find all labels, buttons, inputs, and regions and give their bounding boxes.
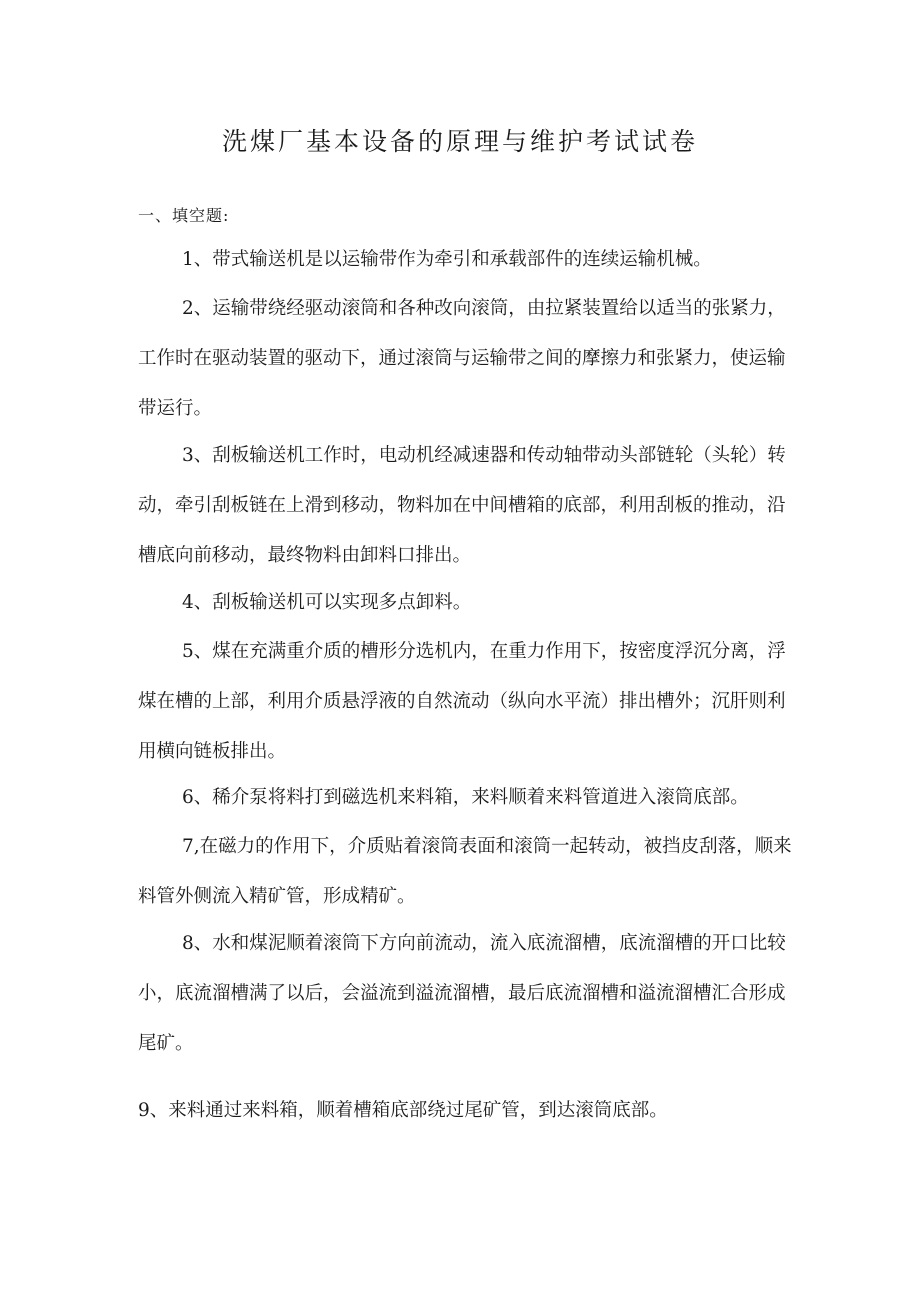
question-item: 3、刮板输送机工作时，电动机经减速器和传动轴带动头部链轮（头轮）转动，牵引刮板链在上滑到移动，物料加在中间槽箱的底部，利用刮板的推动，沿槽底向前移动，最终物料由卸料口排出。 bbox=[138, 445, 786, 566]
question-item: 9、来料通过来料箱，顺着槽箱底部绕过尾矿管，到达滚筒底部。 bbox=[138, 1100, 668, 1121]
section-heading: 一、填空题: bbox=[138, 206, 230, 225]
question-item: 7,在磁力的作用下，介质贴着滚筒表面和滚筒一起转动，被挡皮刮落，顺来料管外侧流入精矿管，形成精矿。 bbox=[138, 836, 792, 907]
question-item: 5、煤在充满重介质的槽形分选机内，在重力作用下，按密度浮沉分离，浮煤在槽的上部，利用介质悬浮液的自然流动（纵向水平流）排出槽外；沉肝则利用横向链板排出。 bbox=[138, 641, 786, 762]
document-title: 洗煤厂基本设备的原理与维护考试试卷 bbox=[221, 127, 698, 156]
question-item: 4、刮板输送机可以实现多点卸料。 bbox=[182, 592, 472, 613]
question-item: 8、水和煤泥顺着滚筒下方向前流动，流入底流溜槽，底流溜槽的开口比较小，底流溜槽满了以后，会溢流到溢流溜槽，最后底流溜槽和溢流溜槽汇合形成尾矿。 bbox=[138, 933, 786, 1054]
question-item: 6、稀介泵将料打到磁选机来料箱，来料顺着来料管道进入滚筒底部。 bbox=[182, 787, 749, 808]
question-item: 1、带式输送机是以运输带作为牵引和承载部件的连续运输机械。 bbox=[182, 249, 712, 270]
question-item: 2、运输带绕经驱动滚筒和各种改向滚筒，由拉紧装置给以适当的张紧力，工作时在驱动装置的驱动下，通过滚筒与运输带之间的摩擦力和张紧力，使运输带运行。 bbox=[138, 298, 786, 419]
